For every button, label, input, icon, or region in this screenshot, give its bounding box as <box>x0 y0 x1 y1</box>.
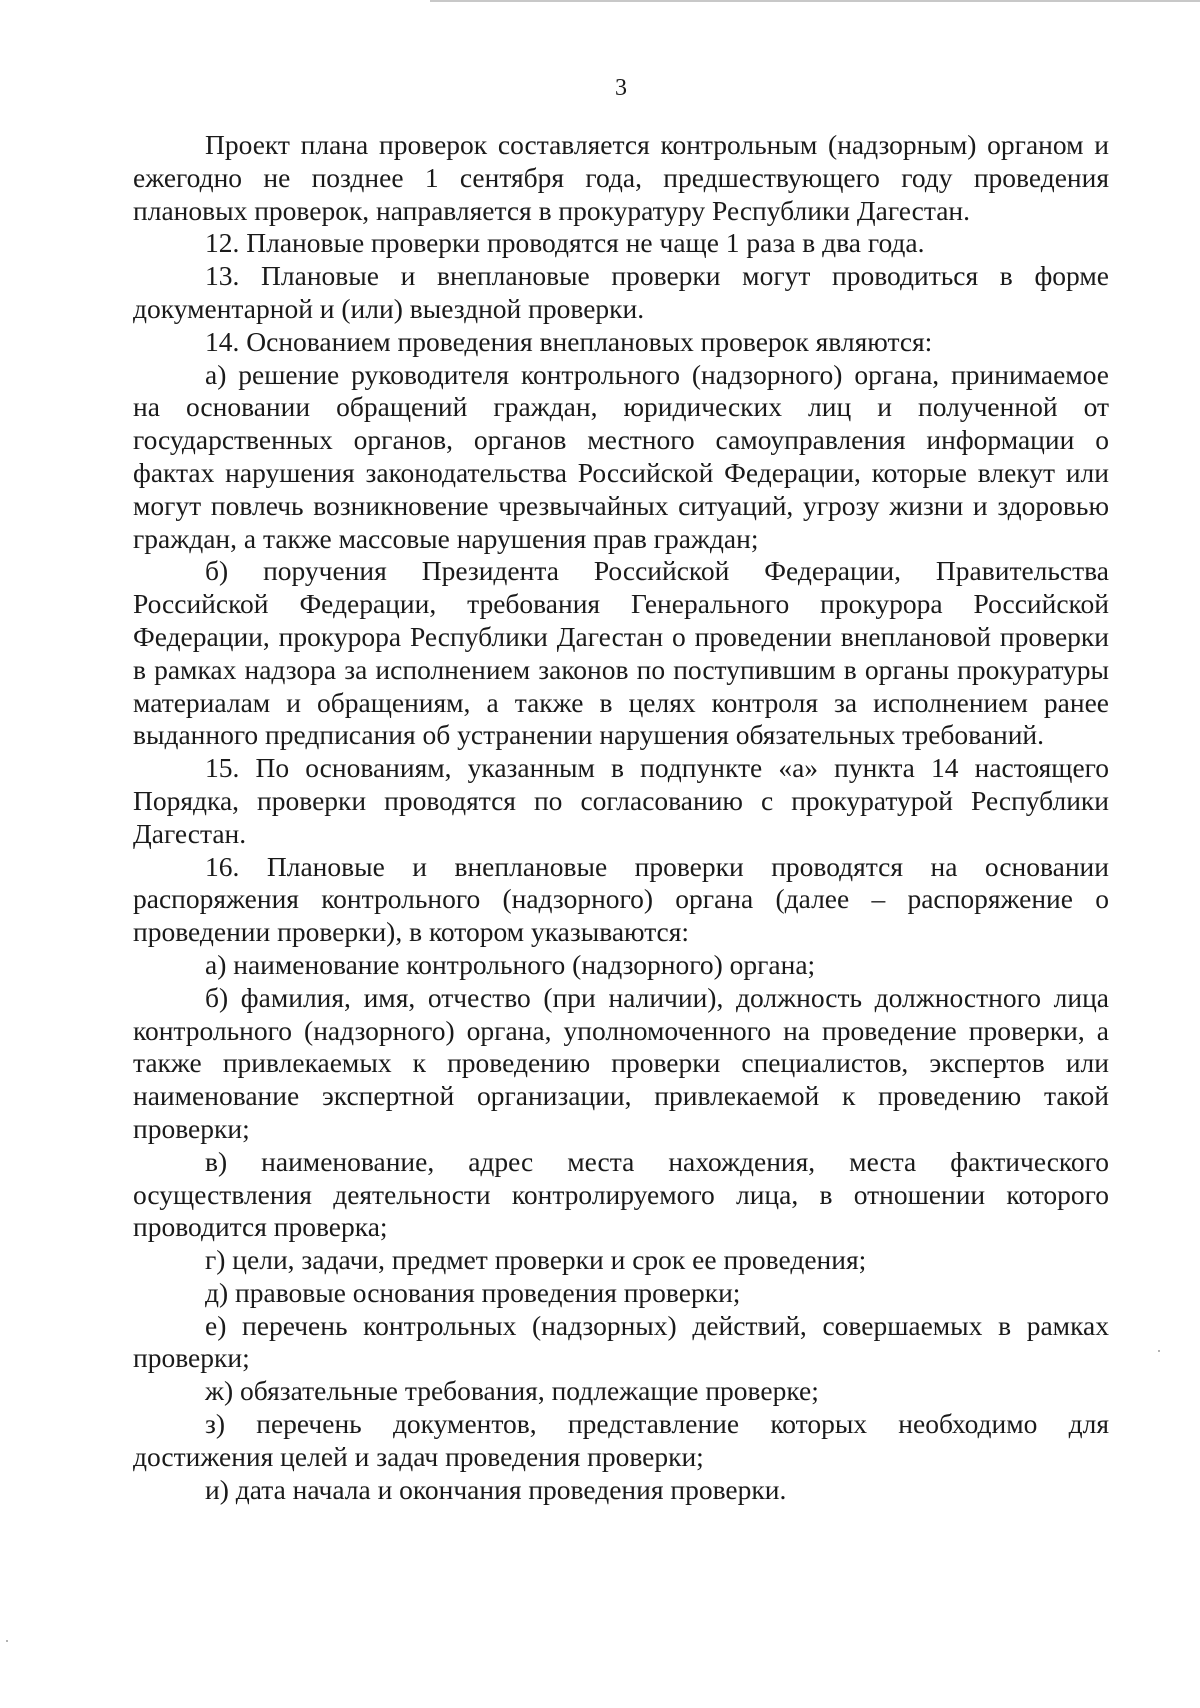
paragraph-16-g: г) цели, задачи, предмет проверки и срок ее проведения; <box>205 1244 867 1276</box>
paragraph-14-a: а) решение руководителя контрольного (надзорного) органа, принимаемое на основании обращений граждан, юридических лиц и полученной от государственных органов, органов местного самоуправления информации о фактах нарушения законодательства Российской Федерации, которые влекут или могут повлечь возникновение чрезвычайных ситуаций, угрозу жизни и здоровью граждан, а также массовые нарушения прав граждан; <box>133 358 1109 554</box>
paragraph-13: 13. Плановые и внеплановые проверки могут проводиться в форме документарной и (или) выездной проверки. <box>133 260 1109 324</box>
paragraph-16-v: в) наименование, адрес места нахождения, места фактического осуществления деятельности контролируемого лица, в отношении которого проводится проверка; <box>133 1145 1109 1243</box>
paragraph-15: 15. По основаниям, указанным в подпункте «а» пункта 14 настоящего Порядка, проверки проводятся по согласованию с прокуратурой Республики Дагестан. <box>133 752 1109 849</box>
paragraph-16-zh: ж) обязательные требования, подлежащие проверке; <box>205 1375 819 1407</box>
page-number: 3 <box>615 75 627 101</box>
paragraph-16-b: б) фамилия, имя, отчество (при наличии), должность должностного лица контрольного (надзорного) органа, уполномоченного на проведение проверки, а также привлекаемых к проведению проверки специалистов, экспертов или наименование экспертной организации, привлекаемой к проведению такой проверки; <box>133 981 1109 1144</box>
paragraph-14: 14. Основанием проведения внеплановых проверок являются: <box>205 325 933 357</box>
scan-speck <box>1158 1350 1160 1352</box>
paragraph-16-d: д) правовые основания проведения проверки; <box>205 1276 741 1308</box>
paragraph-14-b: б) поручения Президента Российской Федерации, Правительства Российской Федерации, требования Генерального прокурора Российской Федерации, прокурора Республики Дагестан о проведении внеплановой проверки в рамках надзора за исполнением законов по поступившим в органы прокуратуры материалам и обращениям, а также в целях контроля за исполнением ранее выданного предписания об устранении нарушения обязательных требований. <box>133 555 1109 751</box>
paragraph-16-e: е) перечень контрольных (надзорных) действий, совершаемых в рамках проверки; <box>133 1309 1109 1374</box>
paragraph-12: 12. Плановые проверки проводятся не чаще 1 раза в два года. <box>205 227 925 259</box>
document-body <box>133 129 1109 1506</box>
paragraph-16-a: а) наименование контрольного (надзорного) органа; <box>205 948 816 980</box>
paragraph-16: 16. Плановые и внеплановые проверки проводятся на основании распоряжения контрольного (надзорного) органа (далее – распоряжение о проведении проверки), в котором указываются: <box>133 850 1109 948</box>
scan-top-edge <box>430 0 1200 2</box>
paragraph-16-i: и) дата начала и окончания проведения проверки. <box>205 1473 787 1505</box>
scan-speck <box>6 1640 8 1642</box>
paragraph-16-z: з) перечень документов, представление которых необходимо для достижения целей и задач проведения проверки; <box>133 1408 1109 1472</box>
paragraph-plan-project: Проект плана проверок составляется контрольным (надзорным) органом и ежегодно не позднее 1 сентября года, предшествующего году проведения плановых проверок, направляется в прокуратуру Республики Дагестан. <box>133 129 1109 226</box>
